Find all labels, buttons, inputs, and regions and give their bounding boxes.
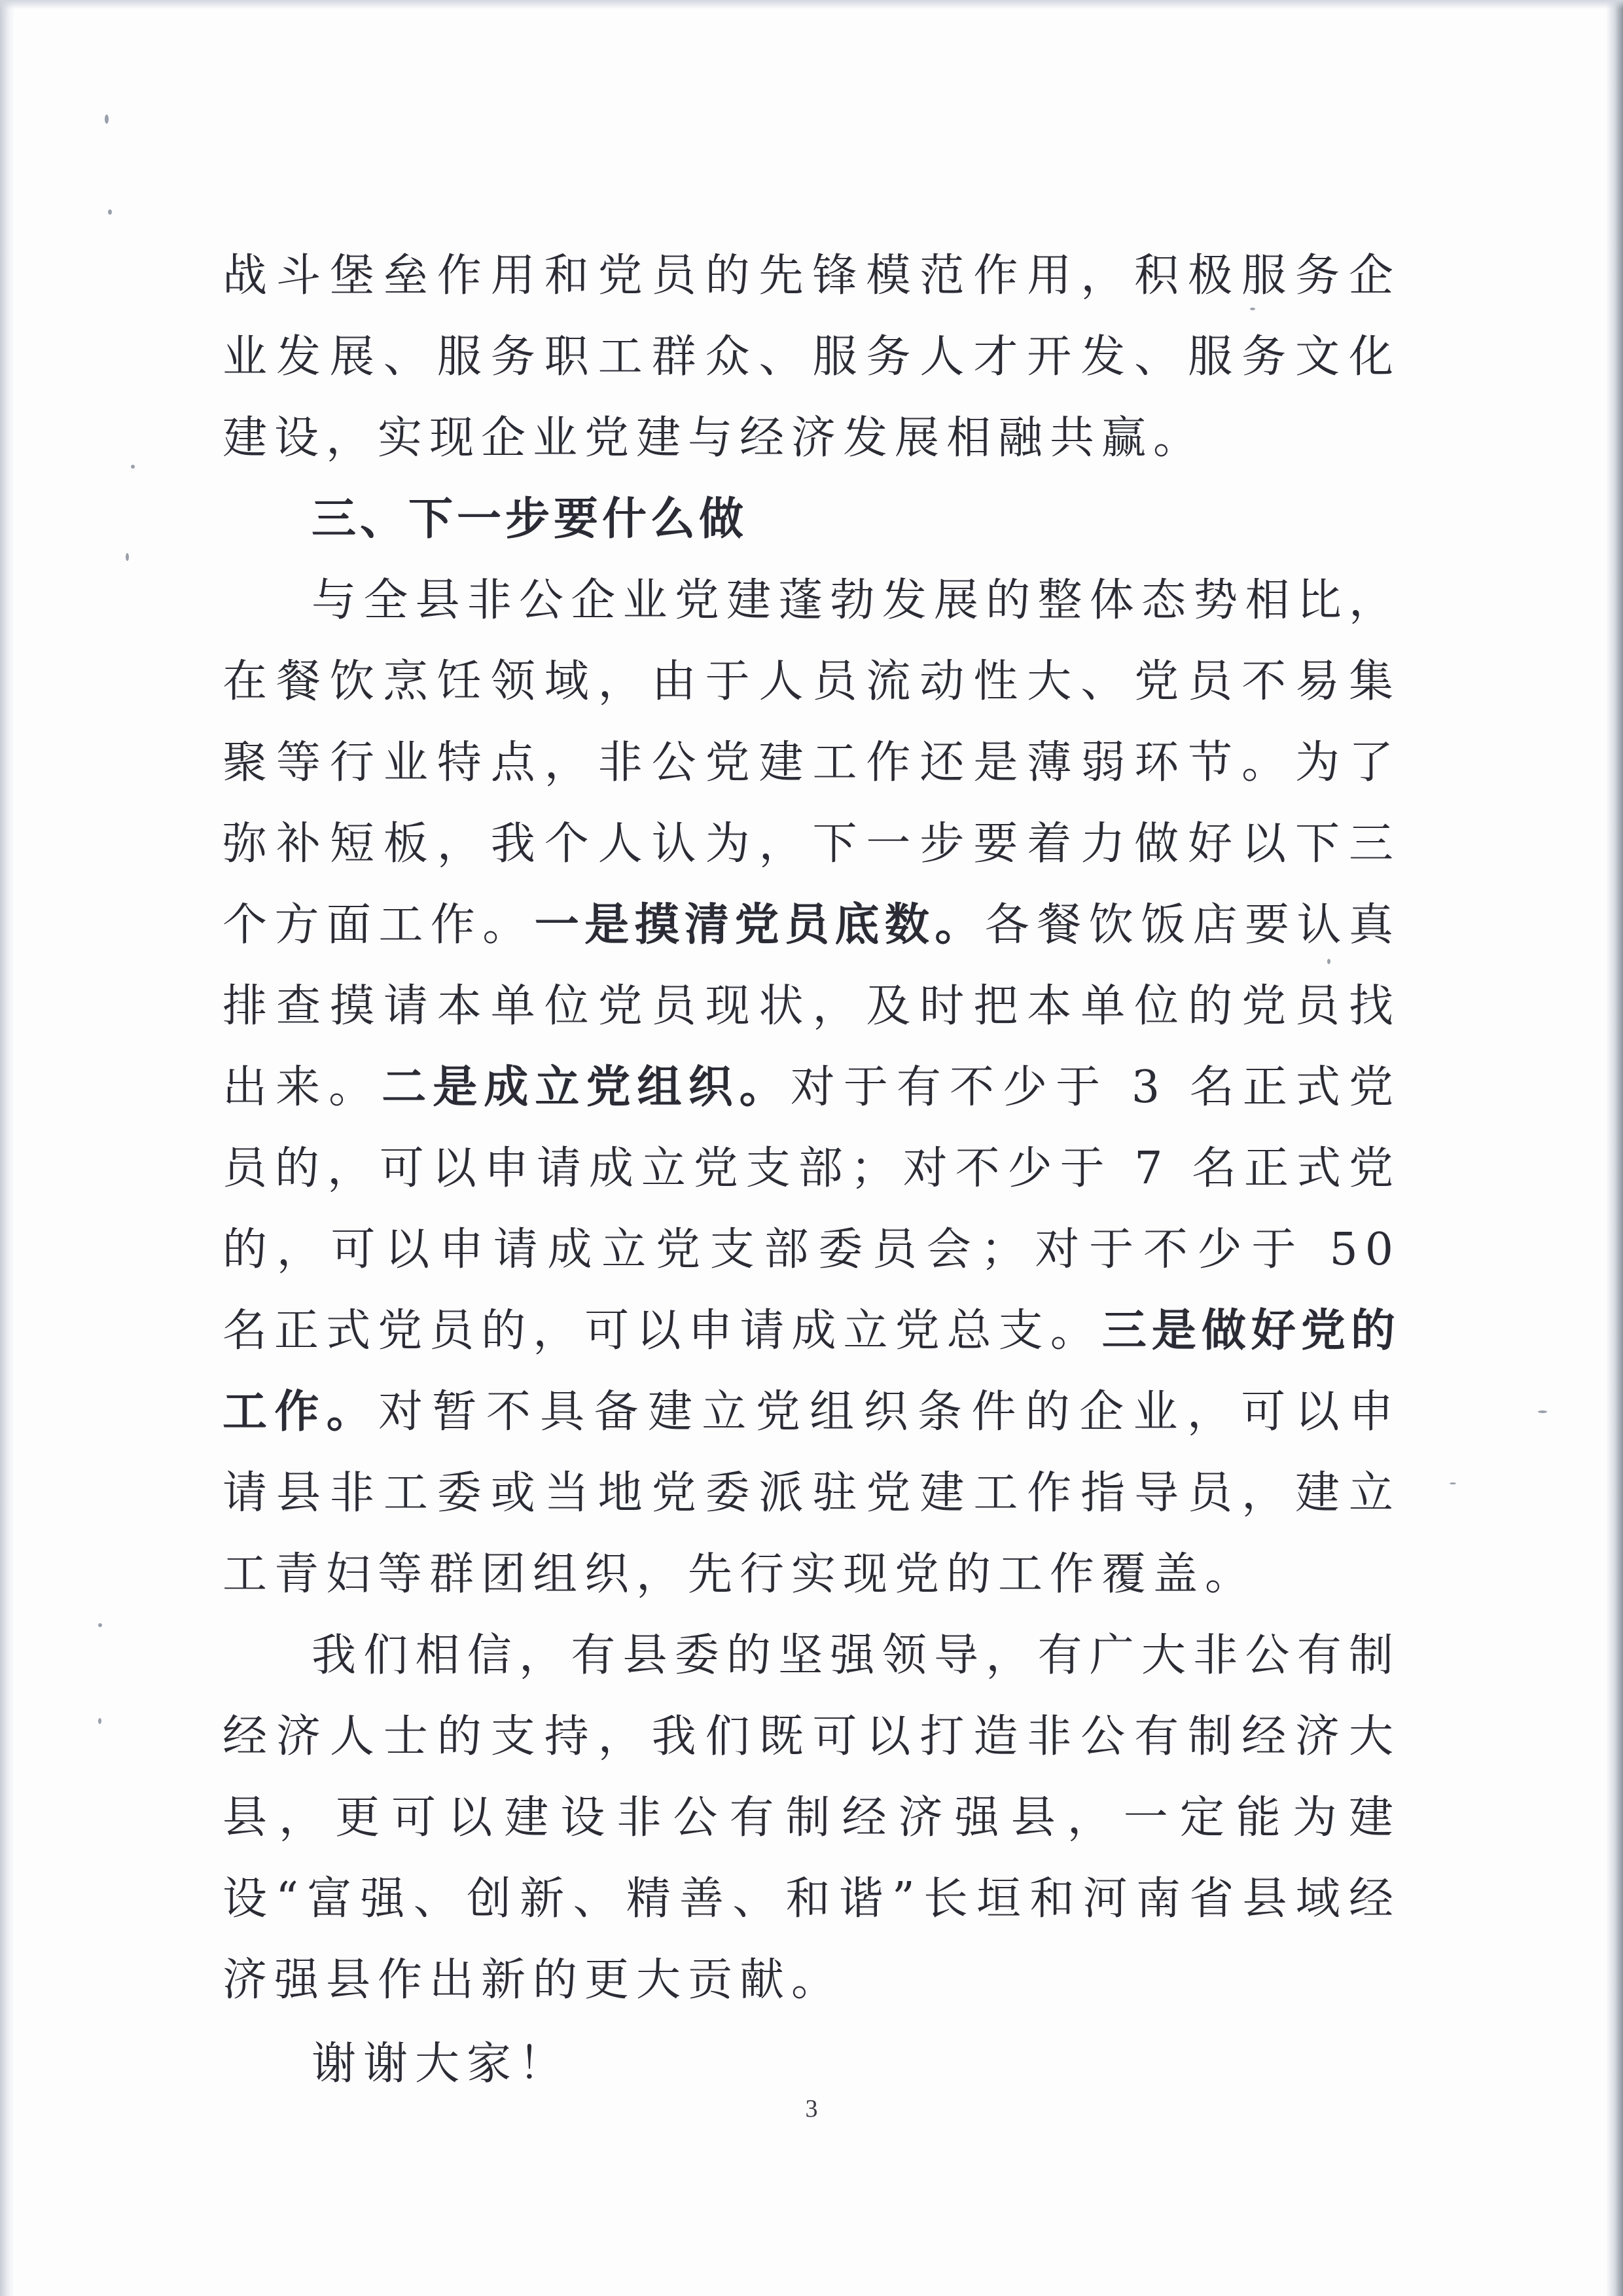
closing-remark: 谢谢大家！ bbox=[312, 2038, 571, 2090]
paragraph-2-text-1: 与全县非公企业党建蓬勃发展的整体态势相比，在餐饮烹饪领域，由于人员流动性大、党员不易集聚等行业特点，非公党建工作还是薄弱环节。为了弥补短板，我个人认为，下一步要着力做好以下三个方面工作。 bbox=[223, 575, 1400, 951]
scan-speck bbox=[126, 553, 129, 561]
point-three-heading: 三是做好党的工作。 bbox=[223, 1305, 1400, 1438]
scan-edge-left bbox=[0, 0, 14, 2296]
scan-speck bbox=[131, 465, 135, 469]
paragraph-2-text-2: 各餐饮饭店要认真排查摸请本单位党员现状，及时把本单位的党员找出来。 bbox=[223, 899, 1400, 1113]
document-body bbox=[223, 236, 1400, 2105]
page-number: 3 bbox=[805, 2095, 818, 2123]
paragraph-1: 战斗堡垒作用和党员的先锋模范作用，积极服务企业发展、服务职工群众、服务人才开发、服务文化建设，实现企业党建与经济发展相融共赢。 bbox=[223, 250, 1400, 464]
scan-speck bbox=[98, 1718, 101, 1724]
scan-speck bbox=[98, 1623, 102, 1627]
point-two-heading: 二是成立党组织。 bbox=[382, 1062, 791, 1113]
scan-edge-right bbox=[1606, 0, 1623, 2296]
scan-speck bbox=[1538, 1410, 1547, 1413]
scan-speck bbox=[105, 115, 109, 124]
section-heading: 三、下一步要什么做 bbox=[312, 493, 748, 545]
scan-edge-top bbox=[0, 0, 1623, 9]
scan-speck bbox=[1450, 1482, 1456, 1484]
paragraph-2-text-3: 对于有不少于 3 名正式党员的，可以申请成立党支部；对不少于 7 名正式党的，可以申请成立党支部委员会；对于不少于 50 名正式党员的，可以申请成立党总支。 bbox=[223, 1062, 1400, 1357]
paragraph-3: 我们相信，有县委的坚强领导，有广大非公有制经济人士的支持，我们既可以打造非公有制经济大县，更可以建设非公有制经济强县，一定能为建设“富强、创新、精善、和谐”长垣和河南省县域经济强县作出新的更大贡献。 bbox=[223, 1630, 1400, 2006]
paragraph-2-text-4: 对暂不具备建立党组织条件的企业，可以申请县非工委或当地党委派驻党建工作指导员，建立工青妇等群团组织，先行实现党的工作覆盖。 bbox=[223, 1386, 1400, 1600]
point-one-heading: 一是摸清党员底数。 bbox=[534, 899, 985, 951]
scan-speck bbox=[108, 209, 112, 215]
paragraph-2 bbox=[223, 560, 1400, 1615]
